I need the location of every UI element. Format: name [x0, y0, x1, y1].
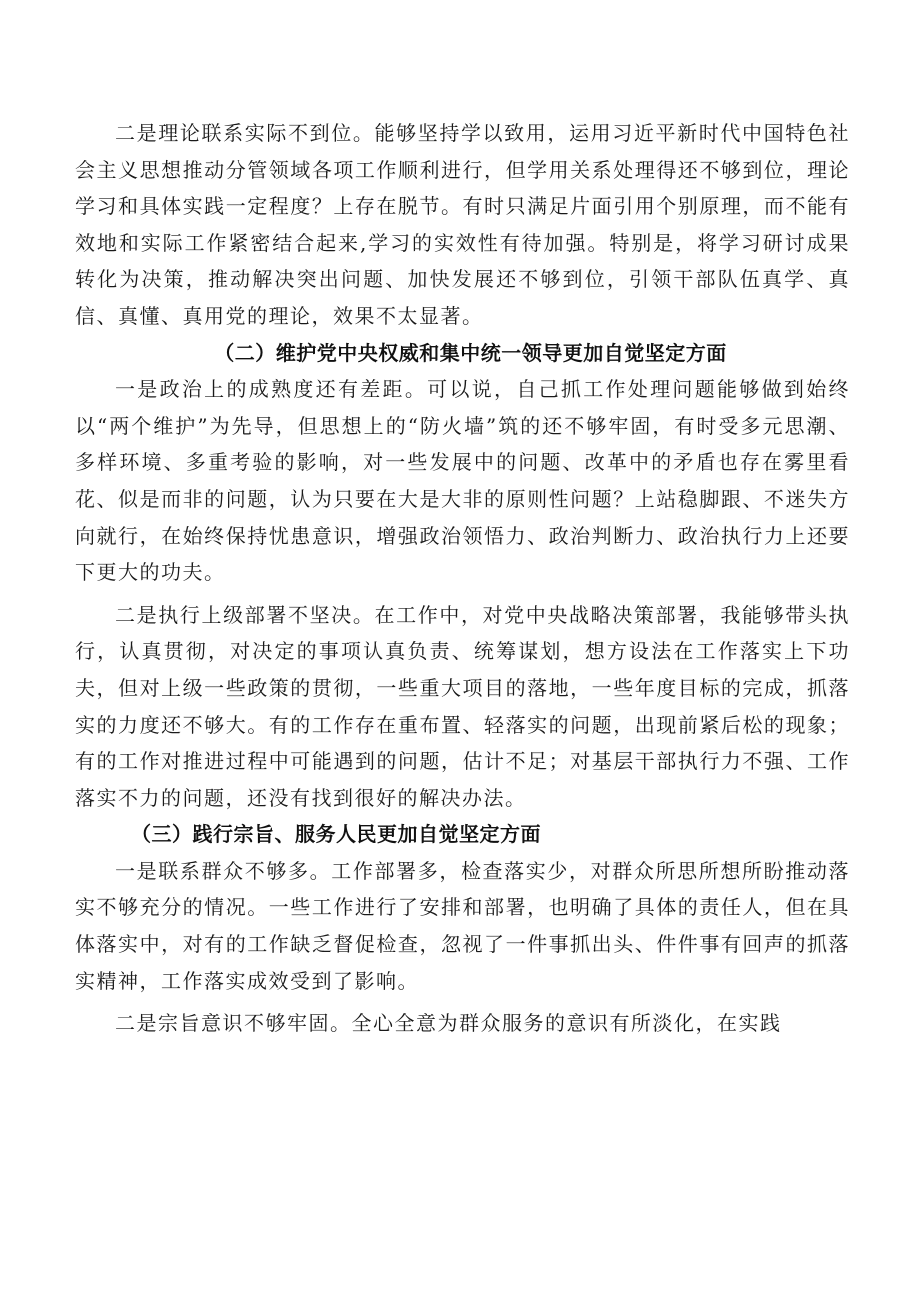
- section-heading-3: （三）践行宗旨、服务人民更加自觉坚定方面: [131, 822, 541, 847]
- document-body: [75, 115, 850, 1042]
- paragraph-theory-practice: 二是理论联系实际不到位。能够坚持学以致用，运用习近平新时代中国特色社会主义思想推动分管领域各项工作顺利进行，但学用关系处理得还不够到位，理论学习和具体实践一定程度？上存在脱节。有时只满足片面引用个别原理，而不能有效地和实际工作紧密结合起来,学习的实效性有待加强。特别是，将学习研讨成果转化为决策，推动解决突出问题、加快发展还不够到位，引领干部队伍真学、真信、真懂、真用党的理论，效果不太显著。: [75, 121, 850, 328]
- paragraph-purpose-awareness: 二是宗旨意识不够牢固。全心全意为群众服务的意识有所淡化，在实践: [115, 1011, 782, 1036]
- paragraph-contact-masses: 一是联系群众不够多。工作部署多，检查落实少，对群众所思所想所盼推动落实不够充分的情况。一些工作进行了安排和部署，也明确了具体的责任人，但在具体落实中，对有的工作缺乏督促检查，忽视了一件事抓出头、件件事有回声的抓落实精神，工作落实成效受到了影响。: [75, 858, 850, 993]
- paragraph-political-maturity: 一是政治上的成熟度还有差距。可以说，自己抓工作处理问题能够做到始终以“两个维护”为先导，但思想上的“防火墙”筑的还不够牢固，有时受多元思潮、多样环境、多重考验的影响，对一些发展中的问题、改革中的矛盾也存在雾里看花、似是而非的问题，认为只要在大是大非的原则性问题？上站稳脚跟、不迷失方向就行，在始终保持忧患意识，增强政治领悟力、政治判断力、政治执行力上还要下更大的功夫。: [75, 377, 850, 585]
- section-heading-2: （二）维护党中央权威和集中统一领导更加自觉坚定方面: [214, 340, 727, 365]
- paragraph-execution: 二是执行上级部署不坚决。在工作中，对党中央战略决策部署，我能够带头执行，认真贯彻，对决定的事项认真负责、统筹谋划，想方设法在工作落实上下功夫，但对上级一些政策的贯彻，一些重大项目的落地，一些年度目标的完成，抓落实的力度还不够大。有的工作存在重布置、轻落实的问题，出现前紧后松的现象；有的工作对推进过程中可能遇到的问题，估计不足；对基层干部执行力不强、工作落实不力的问题，还没有找到很好的解决办法。: [75, 602, 850, 810]
